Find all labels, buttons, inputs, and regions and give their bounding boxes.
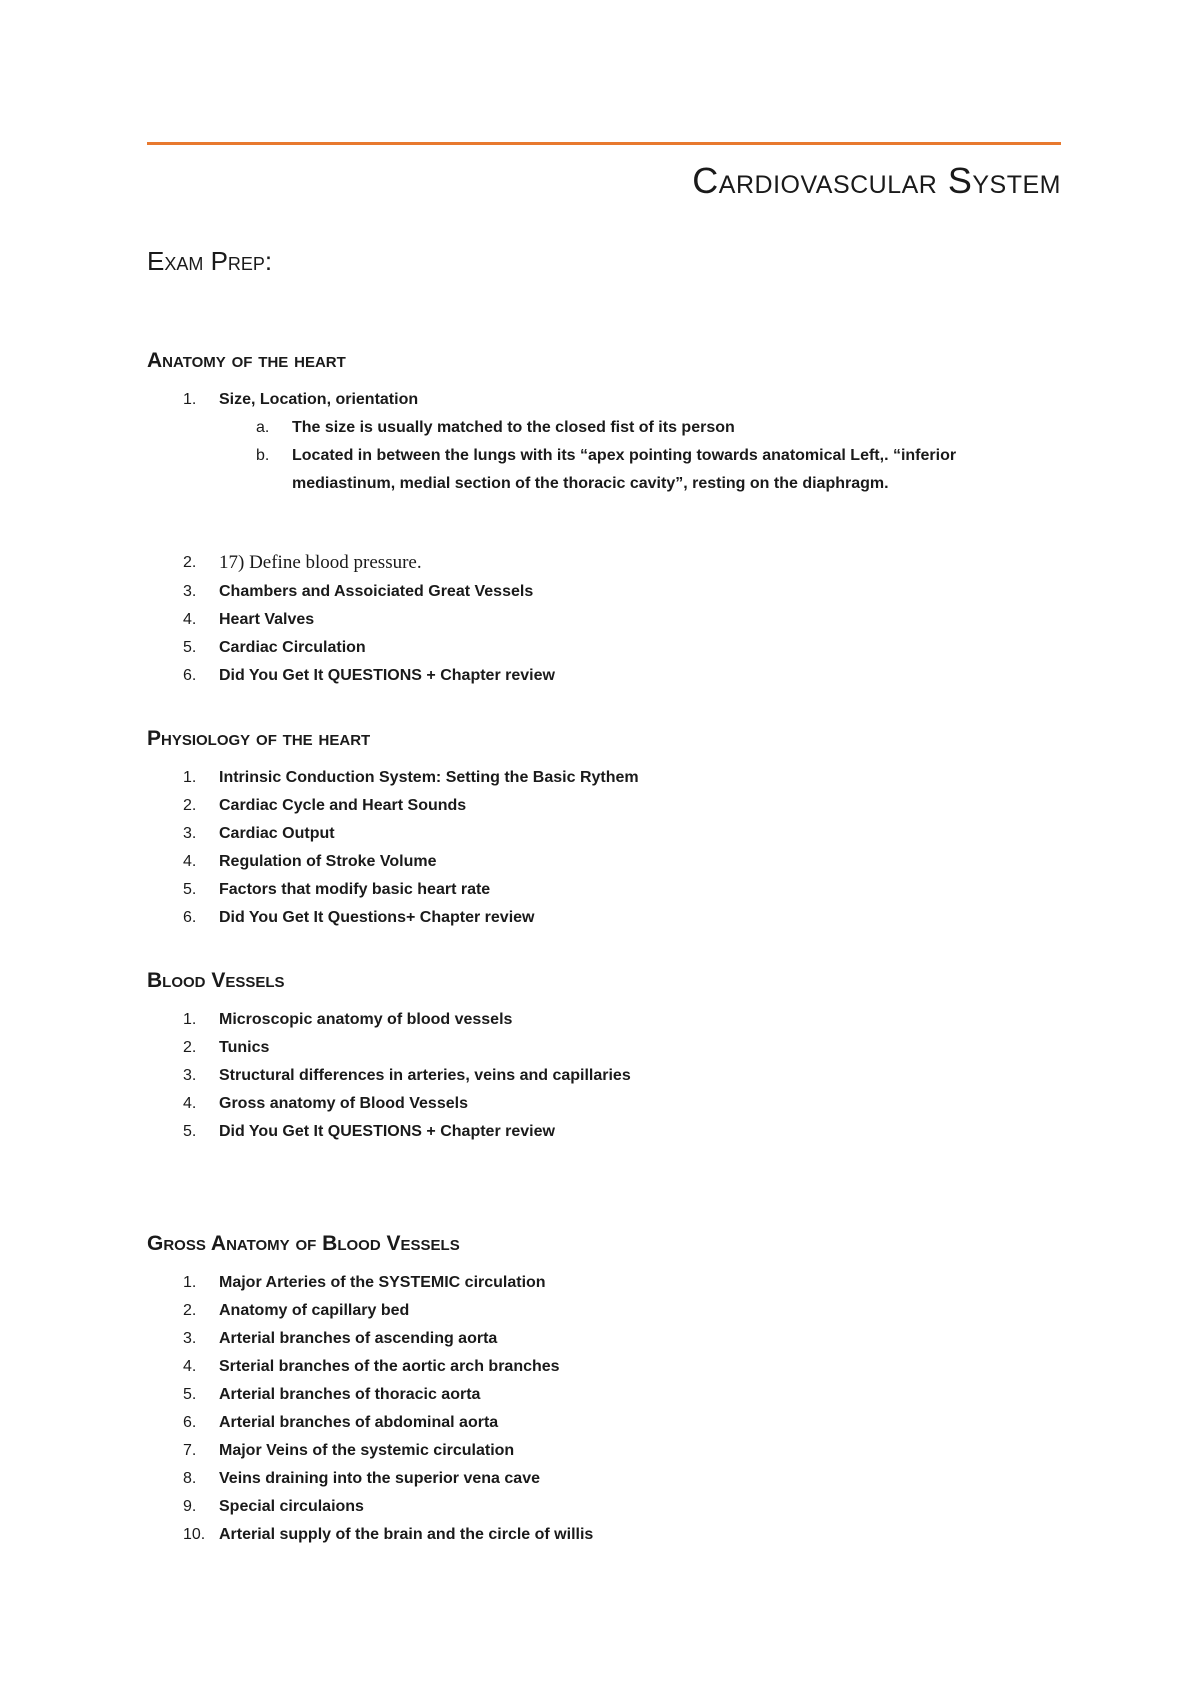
document-subtitle: Exam Prep: bbox=[147, 246, 273, 276]
topic-list bbox=[147, 764, 1061, 932]
item-text: Major Veins of the systemic circulation bbox=[219, 1442, 515, 1459]
topic-list bbox=[147, 1269, 1061, 1549]
item-number: 9. bbox=[183, 1498, 197, 1515]
list-item bbox=[147, 1437, 1061, 1465]
list-item bbox=[147, 1269, 1061, 1297]
list-item bbox=[147, 876, 1061, 904]
item-text: Gross anatomy of Blood Vessels bbox=[219, 1095, 468, 1112]
item-text: Size, Location, orientation bbox=[219, 391, 419, 408]
item-text: Tunics bbox=[219, 1039, 270, 1056]
item-number: 1. bbox=[183, 769, 197, 786]
list-item bbox=[147, 606, 1061, 634]
item-number: 7. bbox=[183, 1442, 197, 1459]
section-gross-anatomy-blood-vessels bbox=[147, 1229, 1061, 1549]
list-item bbox=[147, 1090, 1061, 1118]
item-text: Regulation of Stroke Volume bbox=[219, 853, 437, 870]
item-number: 5. bbox=[183, 1123, 197, 1140]
list-item bbox=[147, 1353, 1061, 1381]
item-text: Did You Get It Questions+ Chapter review bbox=[219, 909, 535, 926]
list-item bbox=[147, 1118, 1061, 1146]
item-text: Microscopic anatomy of blood vessels bbox=[219, 1011, 513, 1028]
item-text: Did You Get It QUESTIONS + Chapter review bbox=[219, 667, 555, 684]
sub-item-text: Located in between the lungs with its “apex pointing towards anatomical Left,. “inferior mediastinum, medial section of the thoracic cavity”, resting on the diaphragm. bbox=[292, 447, 957, 492]
item-number: 8. bbox=[183, 1470, 197, 1487]
item-number: 2. bbox=[183, 1039, 197, 1056]
item-number: 2. bbox=[183, 797, 197, 814]
item-text: Cardiac Cycle and Heart Sounds bbox=[219, 797, 467, 814]
list-item bbox=[147, 1521, 1061, 1549]
topic-list bbox=[147, 386, 1061, 690]
list-item bbox=[147, 1465, 1061, 1493]
sub-list-item bbox=[147, 414, 1061, 442]
section-heading: Physiology of the heart bbox=[147, 727, 371, 750]
item-text: Veins draining into the superior vena cave bbox=[219, 1470, 540, 1487]
item-number: 2. bbox=[183, 554, 197, 571]
section-heading: Anatomy of the heart bbox=[147, 349, 346, 372]
item-number: 5. bbox=[183, 639, 197, 656]
item-text: 17) Define blood pressure. bbox=[219, 552, 422, 573]
list-item bbox=[147, 1062, 1061, 1090]
sub-item-text: The size is usually matched to the closed fist of its person bbox=[292, 419, 735, 436]
sub-item-letter: a. bbox=[256, 419, 270, 436]
section-anatomy-of-heart bbox=[147, 346, 1061, 690]
item-number: 3. bbox=[183, 1067, 197, 1084]
item-text: Special circulaions bbox=[219, 1498, 364, 1515]
list-item bbox=[147, 578, 1061, 606]
item-number: 6. bbox=[183, 667, 197, 684]
item-number: 3. bbox=[183, 583, 197, 600]
section-heading: Gross Anatomy of Blood Vessels bbox=[147, 1232, 460, 1255]
sub-list-container bbox=[147, 414, 1061, 498]
list-item bbox=[147, 1493, 1061, 1521]
sub-list bbox=[147, 414, 1061, 498]
list-item bbox=[147, 662, 1061, 690]
section-physiology-of-heart bbox=[147, 724, 1061, 932]
item-number: 4. bbox=[183, 1358, 197, 1375]
list-item bbox=[147, 1325, 1061, 1353]
item-text: Factors that modify basic heart rate bbox=[219, 881, 491, 898]
item-text: Cardiac Circulation bbox=[219, 639, 366, 656]
item-text: Arterial branches of abdominal aorta bbox=[219, 1414, 499, 1431]
item-text: Cardiac Output bbox=[219, 825, 335, 842]
item-text: Heart Valves bbox=[219, 611, 315, 628]
section-heading: Blood Vessels bbox=[147, 969, 285, 992]
list-item bbox=[147, 634, 1061, 662]
item-number: 5. bbox=[183, 881, 197, 898]
list-item bbox=[147, 1297, 1061, 1325]
item-number: 6. bbox=[183, 909, 197, 926]
list-item bbox=[147, 764, 1061, 792]
item-number: 1. bbox=[183, 1274, 197, 1291]
item-number: 4. bbox=[183, 853, 197, 870]
list-item bbox=[147, 1034, 1061, 1062]
item-text: Chambers and Assoiciated Great Vessels bbox=[219, 583, 534, 600]
list-item bbox=[147, 386, 1061, 414]
item-number: 4. bbox=[183, 611, 197, 628]
list-item bbox=[147, 1409, 1061, 1437]
item-number: 4. bbox=[183, 1095, 197, 1112]
item-number: 1. bbox=[183, 1011, 197, 1028]
item-text: Arterial branches of thoracic aorta bbox=[219, 1386, 481, 1403]
item-text: Arterial branches of ascending aorta bbox=[219, 1330, 498, 1347]
sub-list-item bbox=[147, 442, 1061, 498]
item-number: 2. bbox=[183, 1302, 197, 1319]
list-item bbox=[147, 548, 1061, 578]
item-text: Intrinsic Conduction System: Setting the Basic Rythem bbox=[219, 769, 639, 786]
item-text: Anatomy of capillary bed bbox=[219, 1302, 410, 1319]
item-text: Structural differences in arteries, veins and capillaries bbox=[219, 1067, 631, 1084]
list-item bbox=[147, 792, 1061, 820]
document-page bbox=[147, 0, 1061, 1698]
document-title: Cardiovascular System bbox=[692, 160, 1061, 201]
header-rule bbox=[147, 142, 1061, 145]
item-text: Major Arteries of the SYSTEMIC circulation bbox=[219, 1274, 546, 1291]
item-number: 1. bbox=[183, 391, 197, 408]
item-number: 6. bbox=[183, 1414, 197, 1431]
list-item bbox=[147, 820, 1061, 848]
list-item bbox=[147, 1381, 1061, 1409]
list-item bbox=[147, 904, 1061, 932]
item-number: 3. bbox=[183, 825, 197, 842]
list-item bbox=[147, 848, 1061, 876]
item-text: Did You Get It QUESTIONS + Chapter review bbox=[219, 1123, 555, 1140]
list-item bbox=[147, 1006, 1061, 1034]
item-text: Srterial branches of the aortic arch branches bbox=[219, 1358, 560, 1375]
item-number: 5. bbox=[183, 1386, 197, 1403]
item-number: 10. bbox=[183, 1526, 206, 1543]
sub-item-letter: b. bbox=[256, 447, 270, 464]
item-number: 3. bbox=[183, 1330, 197, 1347]
section-blood-vessels bbox=[147, 966, 1061, 1146]
topic-list bbox=[147, 1006, 1061, 1146]
item-text: Arterial supply of the brain and the circle of willis bbox=[219, 1526, 594, 1543]
